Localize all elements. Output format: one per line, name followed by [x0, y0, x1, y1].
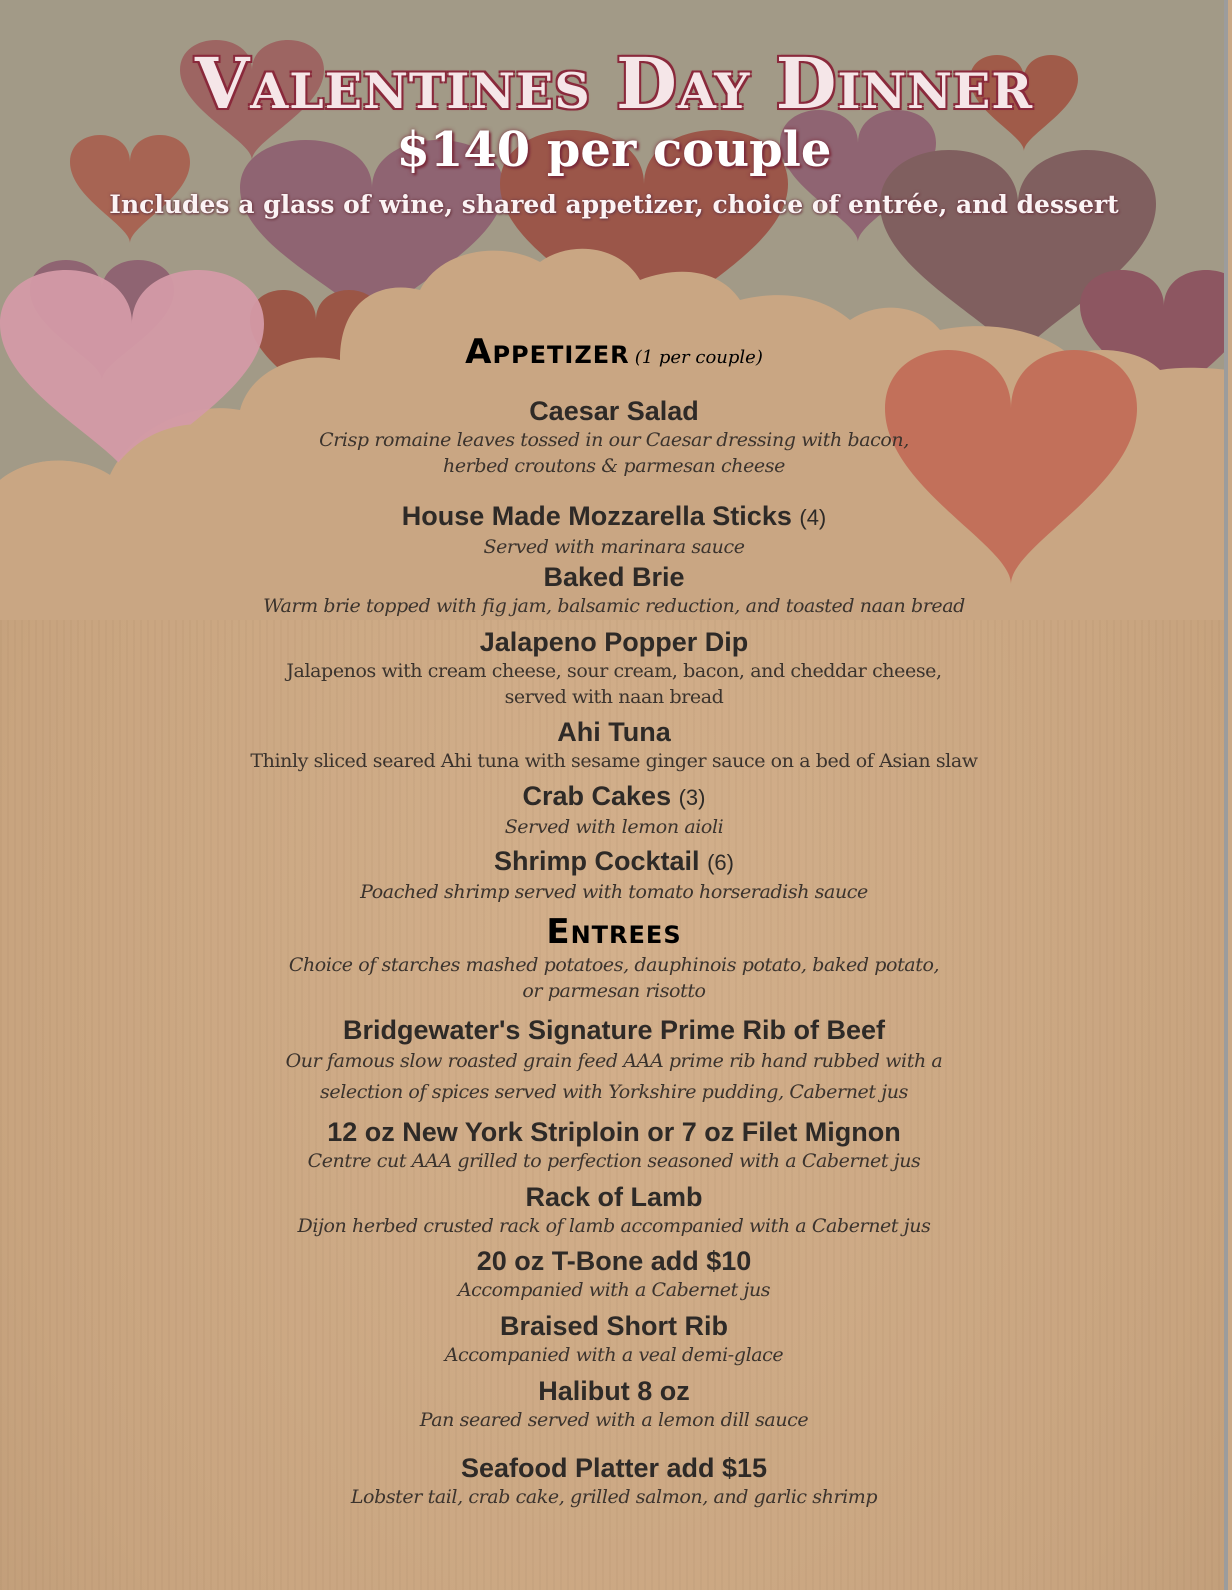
entrees-title: Entrees — [546, 912, 682, 952]
list-item — [0, 500, 1228, 560]
item-name: Jalapeno Popper Dip — [479, 627, 749, 657]
item-description: served with naan bread — [504, 686, 724, 708]
price-subtitle: $140 per couple — [396, 122, 832, 178]
item-description: Poached shrimp served with tomato horseradish sauce — [360, 881, 868, 903]
item-name: Caesar Salad — [529, 396, 699, 426]
item-name: Braised Short Rib — [499, 1311, 729, 1341]
list-item — [0, 716, 1228, 774]
item-description: Dijon herbed crusted rack of lamb accompanied with a Cabernet jus — [297, 1215, 931, 1237]
item-name: Baked Brie — [543, 562, 685, 592]
item-name: 12 oz New York Striploin or 7 oz Filet Mignon — [327, 1117, 901, 1147]
item-description: Thinly sliced seared Ahi tuna with sesame ginger sauce on a bed of Asian slaw — [250, 750, 978, 772]
appetizer-heading — [0, 332, 1228, 372]
list-item — [0, 1375, 1228, 1433]
entrees-heading — [0, 912, 1228, 1004]
item-description: herbed croutons & parmesan cheese — [443, 455, 785, 477]
item-description: Lobster tail, crab cake, grilled salmon, and garlic shrimp — [350, 1486, 878, 1508]
item-description: Warm brie topped with fig jam, balsamic reduction, and toasted naan bread — [263, 595, 965, 617]
item-description: Pan seared served with a lemon dill sauce — [419, 1409, 809, 1431]
item-name: Halibut 8 oz — [538, 1376, 690, 1406]
item-quantity: (3) — [678, 785, 706, 810]
item-description: Served with marinara sauce — [483, 536, 745, 558]
list-item — [0, 1014, 1228, 1108]
includes-note: Includes a glass of wine, shared appetizer, choice of entrée, and dessert — [109, 190, 1119, 219]
item-name: 20 oz T-Bone add $10 — [476, 1246, 752, 1276]
list-item — [0, 1181, 1228, 1239]
item-description: Accompanied with a Cabernet jus — [457, 1279, 771, 1301]
page-edge — [1224, 0, 1228, 1590]
appetizer-title: Appetizer — [465, 332, 630, 372]
item-description: Centre cut AAA grilled to perfection seasoned with a Cabernet jus — [307, 1150, 921, 1172]
list-item — [0, 780, 1228, 840]
list-item — [0, 561, 1228, 619]
entrees-note: Choice of starches mashed potatoes, dauphinois potato, baked potato, — [288, 954, 940, 976]
list-item — [0, 395, 1228, 479]
list-item — [0, 1245, 1228, 1303]
list-item — [0, 1452, 1228, 1510]
item-name: Ahi Tuna — [557, 717, 671, 747]
list-item — [0, 1310, 1228, 1368]
entrees-note: or parmesan risotto — [522, 980, 706, 1002]
item-description: Served with lemon aioli — [504, 816, 724, 838]
list-item — [0, 845, 1228, 905]
item-quantity: (4) — [799, 505, 827, 530]
item-name: Seafood Platter add $15 — [460, 1453, 768, 1483]
appetizer-note: (1 per couple) — [634, 347, 763, 368]
item-description: selection of spices served with Yorkshire pudding, Cabernet jus — [320, 1081, 908, 1103]
item-name: Rack of Lamb — [525, 1182, 703, 1212]
item-description: Accompanied with a veal demi-glace — [444, 1344, 784, 1366]
item-name: Bridgewater's Signature Prime Rib of Beef — [342, 1015, 886, 1045]
item-quantity: (6) — [707, 850, 734, 875]
item-name: House Made Mozzarella Sticks — [401, 501, 792, 531]
item-description: Our famous slow roasted grain feed AAA prime rib hand rubbed with a — [285, 1050, 943, 1072]
item-name: Crab Cakes — [522, 781, 672, 811]
list-item — [0, 1116, 1228, 1174]
item-description: Jalapenos with cream cheese, sour cream, bacon, and cheddar cheese, — [286, 660, 942, 682]
item-name: Shrimp Cocktail — [494, 846, 700, 876]
page-title: Valentines Day Dinner — [194, 42, 1034, 125]
item-description: Crisp romaine leaves tossed in our Caesar dressing with bacon, — [319, 429, 909, 451]
list-item — [0, 626, 1228, 710]
